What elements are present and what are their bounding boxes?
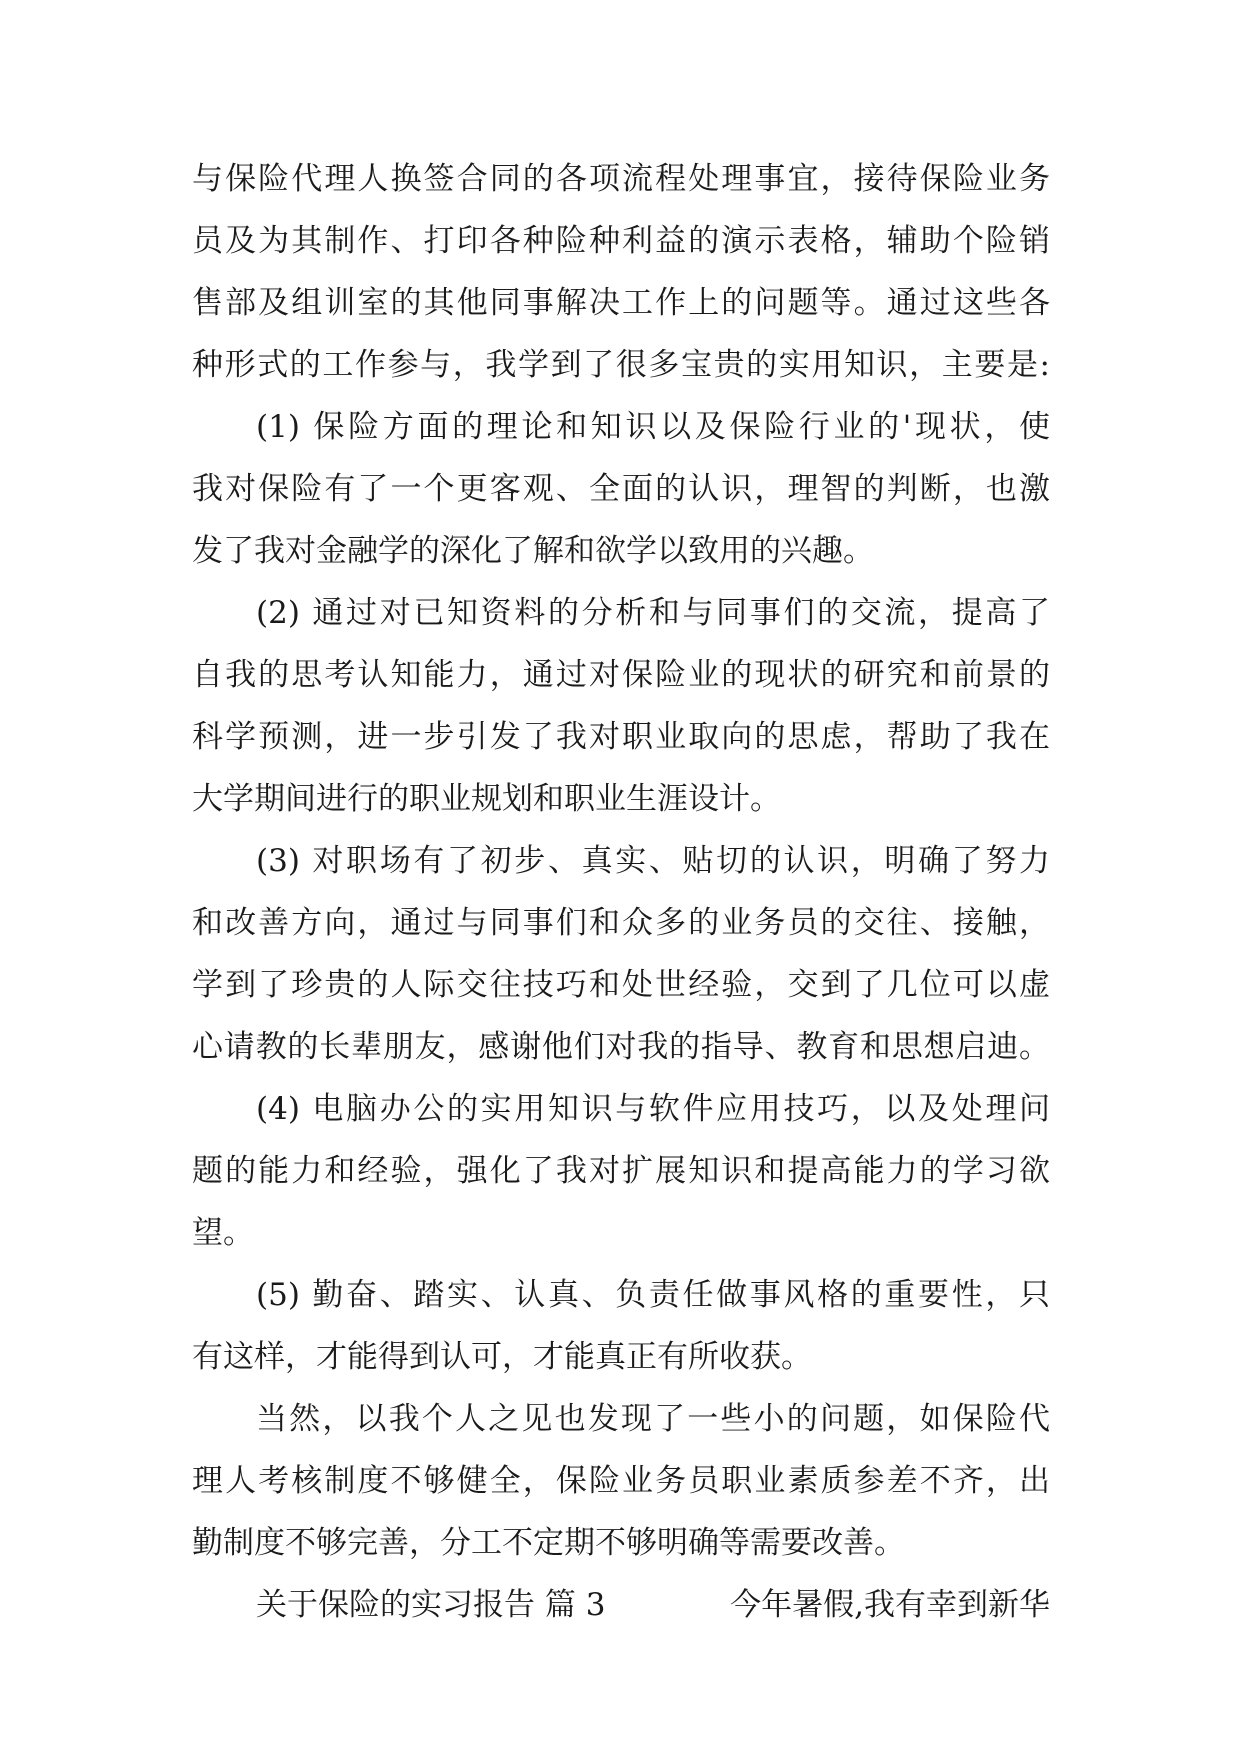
text-line: 与保险代理人换签合同的各项流程处理事宜，接待保险业务 — [192, 161, 1050, 197]
text-line: 和改善方向，通过与同事们和众多的业务员的交往、接触， — [192, 905, 1050, 941]
text-line: (5) 勤奋、踏实、认真、负责任做事风格的重要性，只 — [256, 1277, 1050, 1313]
section-heading-line — [256, 1581, 1050, 1629]
text-line: 科学预测，进一步引发了我对职业取向的思虑，帮助了我在 — [192, 719, 1050, 755]
text-line: 员及为其制作、打印各种险种利益的演示表格，辅助个险销 — [192, 223, 1050, 259]
text-line: (3) 对职场有了初步、真实、贴切的认识，明确了努力 — [256, 843, 1050, 879]
text-line: 学到了珍贵的人际交往技巧和处世经验，交到了几位可以虚 — [192, 967, 1050, 1003]
text-line: 心请教的长辈朋友，感谢他们对我的指导、教育和思想启迪。 — [192, 1029, 1050, 1065]
text-line: 售部及组训室的其他同事解决工作上的问题等。通过这些各 — [192, 285, 1050, 321]
text-line: (4) 电脑办公的实用知识与软件应用技巧，以及处理问 — [256, 1091, 1050, 1127]
text-line: 自我的思考认知能力，通过对保险业的现状的研究和前景的 — [192, 657, 1050, 693]
section-opening-text: 今年暑假,我有幸到新华 — [730, 1587, 1050, 1623]
text-line: 勤制度不够完善，分工不定期不够明确等需要改善。 — [192, 1525, 905, 1561]
text-line: 理人考核制度不够健全，保险业务员职业素质参差不齐，出 — [192, 1463, 1050, 1499]
section-heading: 关于保险的实习报告 篇 3 — [256, 1587, 606, 1623]
text-line: 大学期间进行的职业规划和职业生涯设计。 — [192, 781, 781, 817]
text-line: 我对保险有了一个更客观、全面的认识，理智的判断，也激 — [192, 471, 1050, 507]
text-line: 当然，以我个人之见也发现了一些小的问题，如保险代 — [256, 1401, 1050, 1437]
text-line: 有这样，才能得到认可，才能真正有所收获。 — [192, 1339, 812, 1375]
text-line: 望。 — [192, 1215, 254, 1251]
text-line: 题的能力和经验，强化了我对扩展知识和提高能力的学习欲 — [192, 1153, 1050, 1189]
text-line: (1) 保险方面的理论和知识以及保险行业的'现状，使 — [256, 409, 1050, 445]
text-line: 发了我对金融学的深化了解和欲学以致用的兴趣。 — [192, 533, 874, 569]
text-line: 种形式的工作参与，我学到了很多宝贵的实用知识，主要是: — [192, 347, 1050, 383]
text-line: (2) 通过对已知资料的分析和与同事们的交流，提高了 — [256, 595, 1050, 631]
